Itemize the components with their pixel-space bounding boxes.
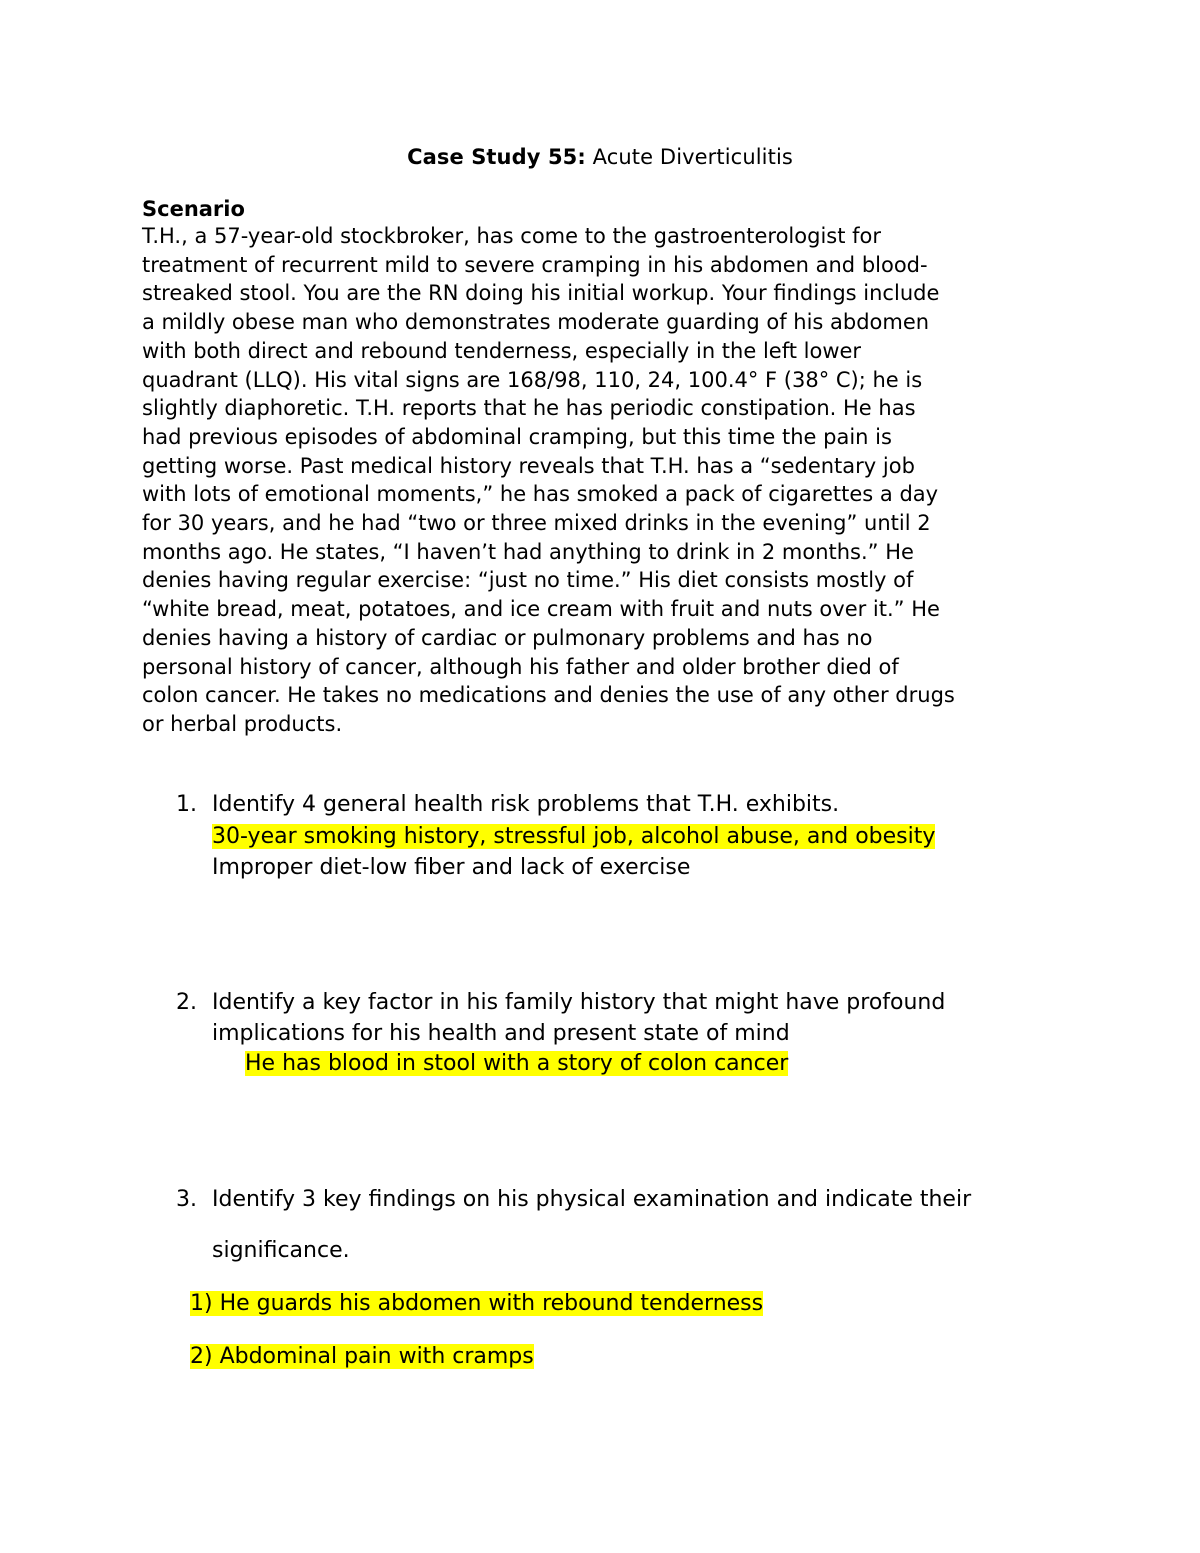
question-2-number: 2.	[176, 990, 197, 1015]
title-topic: Acute Diverticulitis	[585, 145, 793, 169]
question-2-text-line-1: Identify a key factor in his family history that might have profound	[212, 990, 946, 1015]
scenario-line: had previous episodes of abdominal cramping, but this time the pain is	[142, 424, 892, 449]
page-title	[0, 142, 1200, 172]
question-3-text-line-2: significance.	[212, 1238, 350, 1263]
question-3-answer-1	[190, 1288, 763, 1319]
scenario-heading: Scenario	[142, 197, 245, 221]
question-1-answer-2: Improper diet-low fiber and lack of exercise	[212, 855, 691, 880]
answer-highlight: 30-year smoking history, stressful job, alcohol abuse, and obesity	[212, 824, 936, 849]
answer-highlight: He has blood in stool with a story of colon cancer	[245, 1051, 789, 1076]
scenario-line: with both direct and rebound tenderness, especially in the left lower	[142, 338, 862, 363]
question-3-text-line-1: Identify 3 key findings on his physical examination and indicate their	[212, 1187, 972, 1212]
scenario-line: denies having regular exercise: “just no time.” His diet consists mostly of	[142, 568, 914, 593]
scenario-line: colon cancer. He takes no medications and denies the use of any other drugs	[142, 683, 955, 708]
question-2-answer-1	[245, 1048, 788, 1079]
scenario-line: quadrant (LLQ). His vital signs are 168/98, 110, 24, 100.4° F (38° C); he is	[142, 367, 923, 392]
scenario-line: personal history of cancer, although his father and older brother died of	[142, 654, 899, 679]
scenario-line: for 30 years, and he had “two or three mixed drinks in the evening” until 2	[142, 511, 931, 536]
scenario-line: streaked stool. You are the RN doing his initial workup. Your findings include	[142, 281, 940, 306]
question-1-text: Identify 4 general health risk problems that T.H. exhibits.	[212, 792, 840, 817]
scenario-line: or herbal products.	[142, 711, 343, 736]
scenario-paragraph	[142, 222, 1062, 739]
question-3-number: 3.	[176, 1187, 197, 1212]
title-case-number: Case Study 55:	[407, 145, 586, 169]
question-3-answer-2	[190, 1341, 534, 1372]
scenario-line: treatment of recurrent mild to severe cramping in his abdomen and blood-	[142, 252, 928, 277]
answer-highlight: 2) Abdominal pain with cramps	[190, 1344, 534, 1369]
question-1-number: 1.	[176, 792, 197, 817]
scenario-line: months ago. He states, “I haven’t had anything to drink in 2 months.” He	[142, 539, 914, 564]
scenario-line: with lots of emotional moments,” he has smoked a pack of cigarettes a day	[142, 482, 939, 507]
scenario-line: getting worse. Past medical history reveals that T.H. has a “sedentary job	[142, 453, 915, 478]
scenario-line: “white bread, meat, potatoes, and ice cream with fruit and nuts over it.” He	[142, 597, 940, 622]
scenario-line: T.H., a 57-year-old stockbroker, has come to the gastroenterologist for	[142, 224, 881, 248]
scenario-line: a mildly obese man who demonstrates moderate guarding of his abdomen	[142, 310, 930, 335]
question-2-text-line-2: implications for his health and present state of mind	[212, 1021, 790, 1046]
question-1-answer-1	[212, 821, 935, 852]
answer-highlight: 1) He guards his abdomen with rebound tenderness	[190, 1291, 764, 1316]
scenario-line: slightly diaphoretic. T.H. reports that he has periodic constipation. He has	[142, 396, 916, 421]
scenario-line: denies having a history of cardiac or pulmonary problems and has no	[142, 625, 873, 650]
